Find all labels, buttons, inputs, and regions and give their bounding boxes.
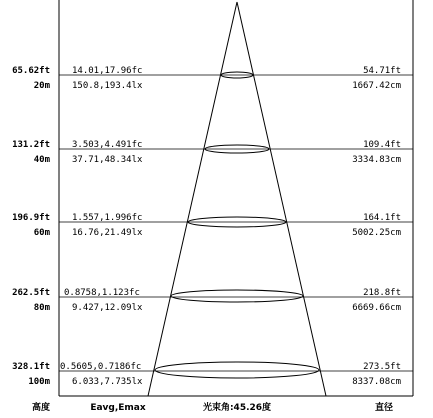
beam-cone-left-edge — [148, 2, 237, 396]
diameter-ft-label: 164.1ft — [363, 213, 401, 223]
diameter-cm-label: 8337.08cm — [352, 377, 401, 387]
diameter-cm-label: 5002.25cm — [352, 228, 401, 238]
illuminance-lx-label: 16.76,21.49lx — [72, 228, 143, 238]
height-m-label: 60m — [33, 228, 50, 238]
beam-angle-label: 光束角:45.26度 — [202, 403, 272, 413]
height-ft-label: 65.62ft — [12, 66, 50, 76]
height-m-label: 20m — [33, 81, 50, 91]
diameter-ft-label: 109.4ft — [363, 140, 401, 150]
illuminance-lx-label: 6.033,7.735lx — [72, 377, 143, 387]
height-ft-label: 131.2ft — [12, 140, 50, 150]
diameter-column-label: 直径 — [374, 403, 394, 413]
height-m-label: 40m — [33, 155, 50, 165]
illuminance-fc-label: 0.5605,0.7186fc — [60, 362, 142, 372]
beam-spot-ellipse — [171, 290, 303, 302]
height-m-label: 80m — [33, 303, 50, 313]
illuminance-fc-label: 3.503,4.491fc — [72, 140, 143, 150]
beam-spot-ellipse — [155, 362, 319, 378]
height-ft-label: 262.5ft — [12, 288, 50, 298]
illuminance-lx-label: 37.71,48.34lx — [72, 155, 143, 165]
diameter-ft-label: 218.8ft — [363, 288, 401, 298]
distance-row — [12, 362, 413, 387]
diameter-ft-label: 273.5ft — [363, 362, 401, 372]
distance-row — [12, 288, 413, 313]
illuminance-fc-label: 14.01,17.96fc — [72, 66, 143, 76]
distance-row — [12, 140, 413, 165]
distance-row — [12, 213, 413, 238]
illuminance-column-label: Eavg,Emax — [90, 403, 146, 413]
diameter-cm-label: 6669.66cm — [352, 303, 401, 313]
illuminance-lx-label: 150.8,193.4lx — [72, 81, 143, 91]
height-column-label: 高度 — [31, 403, 51, 413]
height-ft-label: 196.9ft — [12, 213, 50, 223]
height-ft-label: 328.1ft — [12, 362, 50, 372]
illuminance-fc-label: 0.8758,1.123fc — [64, 288, 140, 298]
distance-row — [12, 66, 413, 91]
beam-cone-right-edge — [237, 2, 326, 396]
height-m-label: 100m — [28, 377, 50, 387]
illuminance-lx-label: 9.427,12.09lx — [72, 303, 143, 313]
diameter-cm-label: 1667.42cm — [352, 81, 401, 91]
diameter-ft-label: 54.71ft — [363, 66, 401, 76]
diameter-cm-label: 3334.83cm — [352, 155, 401, 165]
illuminance-fc-label: 1.557,1.996fc — [72, 213, 143, 223]
